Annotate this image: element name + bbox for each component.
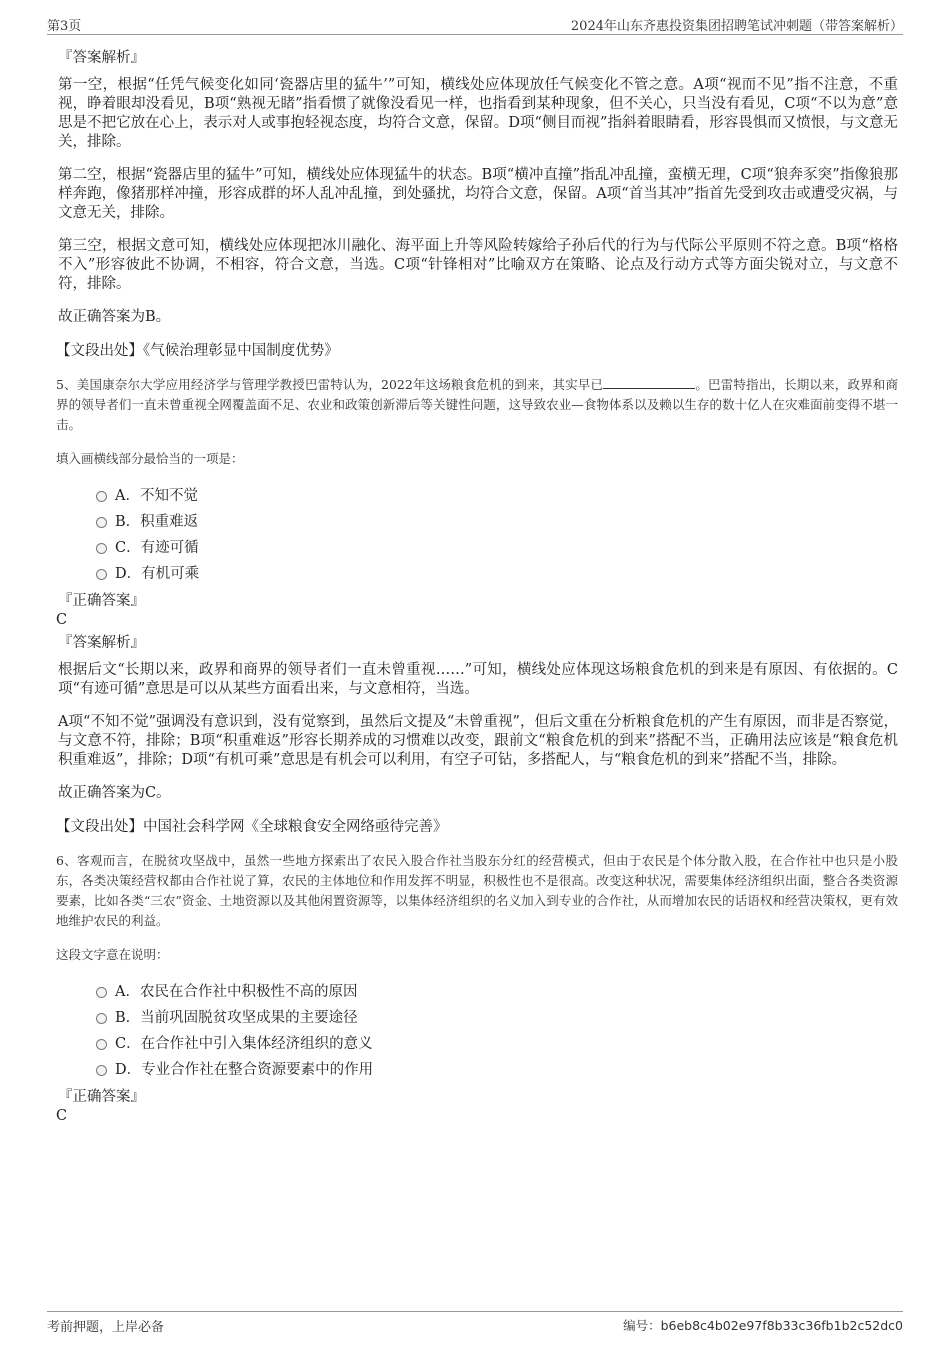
question-6-prompt: 这段文字意在说明： bbox=[56, 947, 169, 962]
page-header bbox=[47, 12, 903, 35]
correct-answer-label: 『正确答案』 bbox=[58, 1089, 145, 1105]
analysis-paragraph: A项“不知不觉”强调没有意识到，没有觉察到，虽然后文提及“未曾重视”，但后文重在分析粮食危机的产生有原因，而非是否察觉，与文意不符，排除；B项“积重难返”形容长期养成的习惯难以改变，跟前文“粮食危机的到来”搭配不当，正确用法应该是“粮食危机积重难返”，排除；D项“有机可乘”意思是有机会可以利用，有空子可钻，多搭配人，与“粮食危机的到来”搭配不当，排除。 bbox=[58, 714, 898, 768]
radio-icon[interactable] bbox=[96, 543, 107, 554]
question-5-options bbox=[96, 483, 898, 587]
analysis-paragraph: 第一空，根据“任凭气候变化如同‘瓷器店里的猛牛’”可知，横线处应体现放任气候变化不管之意。A项“视而不见”指不注意，不重视，睁着眼却没看见，B项“熟视无睹”指看惯了就像没看见一样，也指看到某种现象，但不关心，只当没有看见，C项“不以为意”意思是不把它放在心上，表示对人或事抱轻视态度，均符合文意，保留。D项“侧目而视”指斜着眼睛看，形容畏惧而又愤恨，与文意无关，排除。 bbox=[58, 77, 898, 150]
page-content bbox=[56, 48, 898, 1129]
question-5-text-after: 。巴雷特指出，长期以来，政界和商界的领导者们一直未曾重视全网覆盖面不足、农业和政策创新滞后等关键性问题，这导致农业—食物体系以及赖以生存的数十亿人在灾难面前变得不堪一击。 bbox=[56, 377, 898, 432]
radio-icon[interactable] bbox=[96, 517, 107, 528]
page-number: 第3页 bbox=[47, 19, 82, 34]
question-5-stem bbox=[56, 375, 898, 435]
conclusion-paragraph: 故正确答案为B。 bbox=[58, 309, 171, 325]
analysis-paragraph: 根据后文“长期以来，政界和商界的领导者们一直未曾重视……”可知，横线处应体现这场粮食危机的到来是有原因、有依据的。C项“有迹可循”意思是可以从某些方面看出来，与文意相符，当选。 bbox=[58, 662, 898, 697]
source-citation: 【文段出处】《气候治理彰显中国制度优势》 bbox=[56, 343, 339, 359]
analysis-label: 『答案解析』 bbox=[58, 50, 145, 66]
option-b[interactable]: B． 积重难返 bbox=[96, 509, 898, 535]
option-a[interactable]: A． 农民在合作社中积极性不高的原因 bbox=[96, 979, 898, 1005]
document-id: 编号：b6eb8c4b02e97f8b33c36fb1b2c52dc0 bbox=[623, 1318, 903, 1333]
source-citation: 【文段出处】中国社会科学网《全球粮食安全网络亟待完善》 bbox=[56, 819, 448, 835]
correct-answer-value: C bbox=[56, 1108, 68, 1124]
question-5-prompt: 填入画横线部分最恰当的一项是： bbox=[56, 451, 244, 466]
question-6-options bbox=[96, 979, 898, 1083]
radio-icon[interactable] bbox=[96, 569, 107, 580]
correct-answer-label: 『正确答案』 bbox=[58, 593, 145, 609]
analysis-paragraph: 第二空，根据“瓷器店里的猛牛”可知，横线处应体现猛牛的状态。B项“横冲直撞”指乱冲乱撞，蛮横无理，C项“狼奔豕突”指像狼那样奔跑，像猪那样冲撞，形容成群的坏人乱冲乱撞，到处骚扰，均符合文意，保留。A项“首当其冲”指首先受到攻击或遭受灾祸，与文意无关，排除。 bbox=[58, 167, 898, 221]
conclusion-paragraph: 故正确答案为C。 bbox=[58, 785, 171, 801]
option-c[interactable]: C． 有迹可循 bbox=[96, 535, 898, 561]
option-b[interactable]: B． 当前巩固脱贫攻坚成果的主要途径 bbox=[96, 1005, 898, 1031]
document-title: 2024年山东齐惠投资集团招聘笔试冲刺题（带答案解析） bbox=[570, 19, 903, 34]
question-5-text-before: 5、美国康奈尔大学应用经济学与管理学教授巴雷特认为，2022年这场粮食危机的到来，其实早已 bbox=[56, 377, 604, 392]
footer-slogan: 考前押题，上岸必备 bbox=[47, 1320, 165, 1335]
analysis-label: 『答案解析』 bbox=[58, 635, 145, 651]
correct-answer-value: C bbox=[56, 612, 68, 628]
question-6-stem: 6、客观而言，在脱贫攻坚战中，虽然一些地方探索出了农民入股合作社当股东分红的经营模式，但由于农民是个体分散入股，在合作社中也只是小股东，各类决策经营权都由合作社说了算，农民的主体地位和作用发挥不明显，积极性也不是很高。改变这种状况，需要集体经济组织出面，整合各类资源要素，比如各类“三农”资金、土地资源以及其他闲置资源等，以集体经济组织的名义加入到专业的合作社，从而增加农民的话语权和经营决策权，更有效地维护农民的利益。 bbox=[56, 853, 898, 928]
radio-icon[interactable] bbox=[96, 987, 107, 998]
fill-blank-line bbox=[603, 376, 695, 389]
option-d[interactable]: D． 专业合作社在整合资源要素中的作用 bbox=[96, 1057, 898, 1083]
analysis-paragraph: 第三空，根据文意可知，横线处应体现把冰川融化、海平面上升等风险转嫁给子孙后代的行为与代际公平原则不符之意。B项“格格不入”形容彼此不协调，不相容，符合文意，当选。C项“针锋相对”比喻双方在策略、论点及行动方式等方面尖锐对立，与文意不符，排除。 bbox=[58, 238, 898, 292]
radio-icon[interactable] bbox=[96, 1065, 107, 1076]
option-a[interactable]: A． 不知不觉 bbox=[96, 483, 898, 509]
page-footer bbox=[47, 1311, 903, 1336]
option-d[interactable]: D． 有机可乘 bbox=[96, 561, 898, 587]
radio-icon[interactable] bbox=[96, 491, 107, 502]
radio-icon[interactable] bbox=[96, 1013, 107, 1024]
radio-icon[interactable] bbox=[96, 1039, 107, 1050]
option-c[interactable]: C． 在合作社中引入集体经济组织的意义 bbox=[96, 1031, 898, 1057]
